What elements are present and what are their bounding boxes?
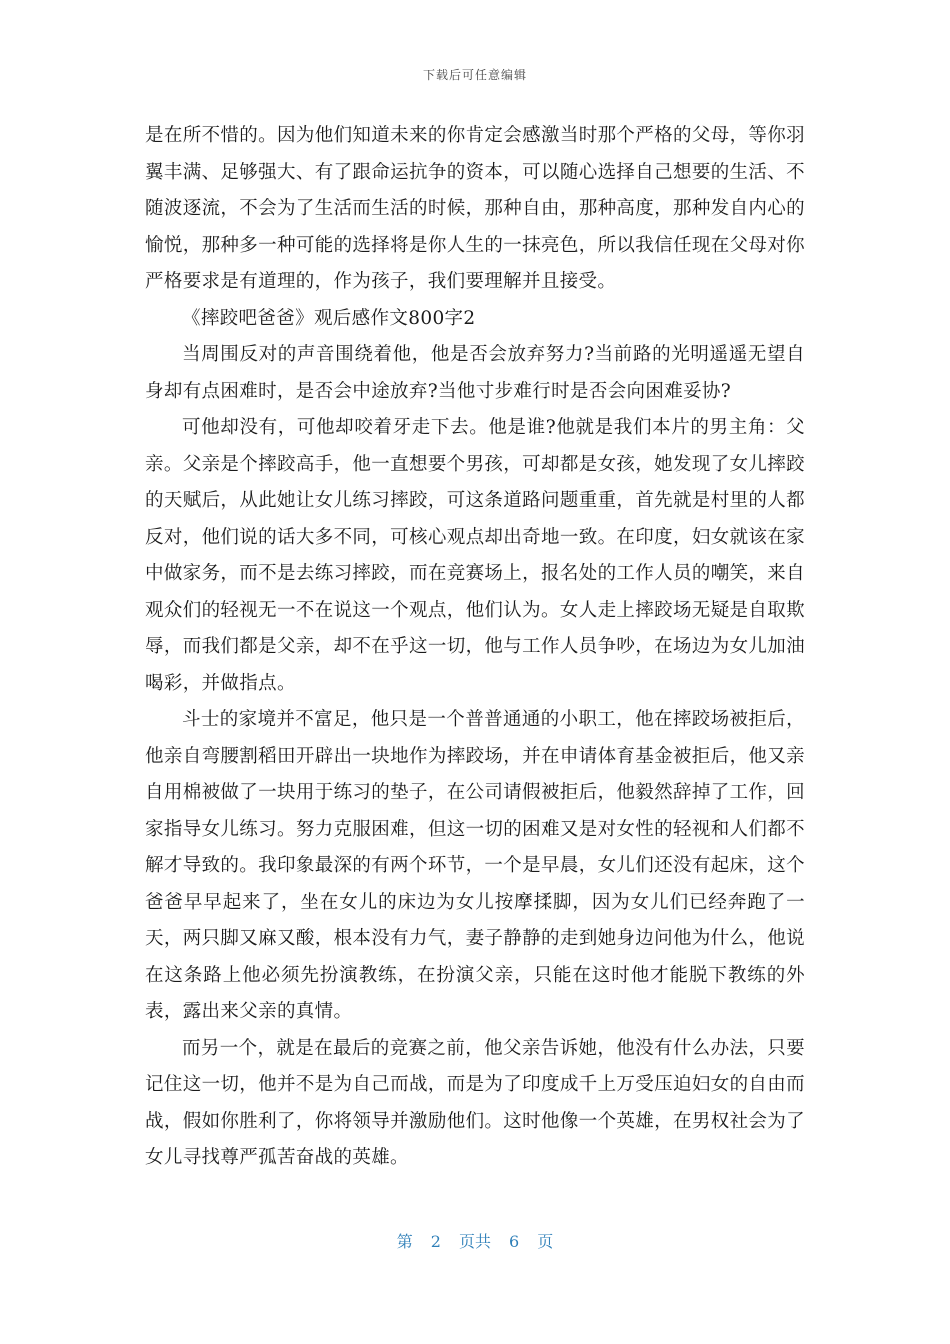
section-heading: 《摔跤吧爸爸》观后感作文800字2 [182,307,476,329]
footer-label-end: 页 [537,1232,554,1251]
footer-total-pages: 6 [509,1232,520,1251]
page-header: 下载后可任意编辑 [422,68,527,82]
footer-label-page: 第 [396,1232,413,1251]
page-footer [0,1229,950,1252]
paragraph-1: 是在所不惜的。因为他们知道未来的你肯定会感激当时那个严格的父母，等你羽翼丰满、足够强大、有了跟命运抗争的资本，可以随心选择自己想要的生活、不随波逐流，不会为了生活而生活的时候，那种自由，那种高度，那种发自内心的愉悦，那种多一种可能的选择将是你人生的一抹亮色，所以我信任现在父母对你严格要求是有道理的，作为孩子，我们要理解并且接受。 [145,125,805,292]
paragraph-2: 当周围反对的声音围绕着他，他是否会放弃努力?当前路的光明遥遥无望自身却有点困难时，是否会中途放弃?当他寸步难行时是否会向困难妥协? [145,344,805,402]
paragraph-4: 斗士的家境并不富足，他只是一个普普通通的小职工，他在摔跤场被拒后，他亲自弯腰割稻田开辟出一块地作为摔跤场，并在申请体育基金被拒后，他又亲自用棉被做了一块用于练习的垫子，在公司请假被拒后，他毅然辞掉了工作，回家指导女儿练习。努力克服困难，但这一切的困难又是对女性的轻视和人们都不解才导致的。我印象最深的有两个环节，一个是早晨，女儿们还没有起床，这个爸爸早早起来了，坐在女儿的床边为女儿按摩揉脚，因为女儿们已经奔跑了一天，两只脚又麻又酸，根本没有力气，妻子静静的走到她身边问他为什么，他说在这条路上他必须先扮演教练，在扮演父亲，只能在这时他才能脱下教练的外表，露出来父亲的真情。 [145,709,805,1022]
footer-label-of: 页共 [458,1232,491,1251]
paragraph-5: 而另一个，就是在最后的竞赛之前，他父亲告诉她，他没有什么办法，只要记住这一切，他并不是为自己而战，而是为了印度成千上万受压迫妇女的自由而战，假如你胜利了，你将领导并激励他们。这时他像一个英雄，在男权社会为了女儿寻找尊严孤苦奋战的英雄。 [145,1037,805,1168]
paragraph-3: 可他却没有，可他却咬着牙走下去。他是谁?他就是我们本片的男主角：父亲。父亲是个摔跤高手，他一直想要个男孩，可却都是女孩，她发现了女儿摔跤的天赋后，从此她让女儿练习摔跤，可这条道路问题重重，首先就是村里的人都反对，他们说的话大多不同，可核心观点却出奇地一致。在印度，妇女就该在家中做家务，而不是去练习摔跤，而在竞赛场上，报名处的工作人员的嘲笑，来自观众们的轻视无一不在说这一个观点，他们认为。女人走上摔跤场无疑是自取欺辱，而我们都是父亲，却不在乎这一切，他与工作人员争吵，在场边为女儿加油喝彩，并做指点。 [145,417,805,694]
footer-current-page: 2 [430,1232,441,1251]
document-body [145,118,805,1177]
